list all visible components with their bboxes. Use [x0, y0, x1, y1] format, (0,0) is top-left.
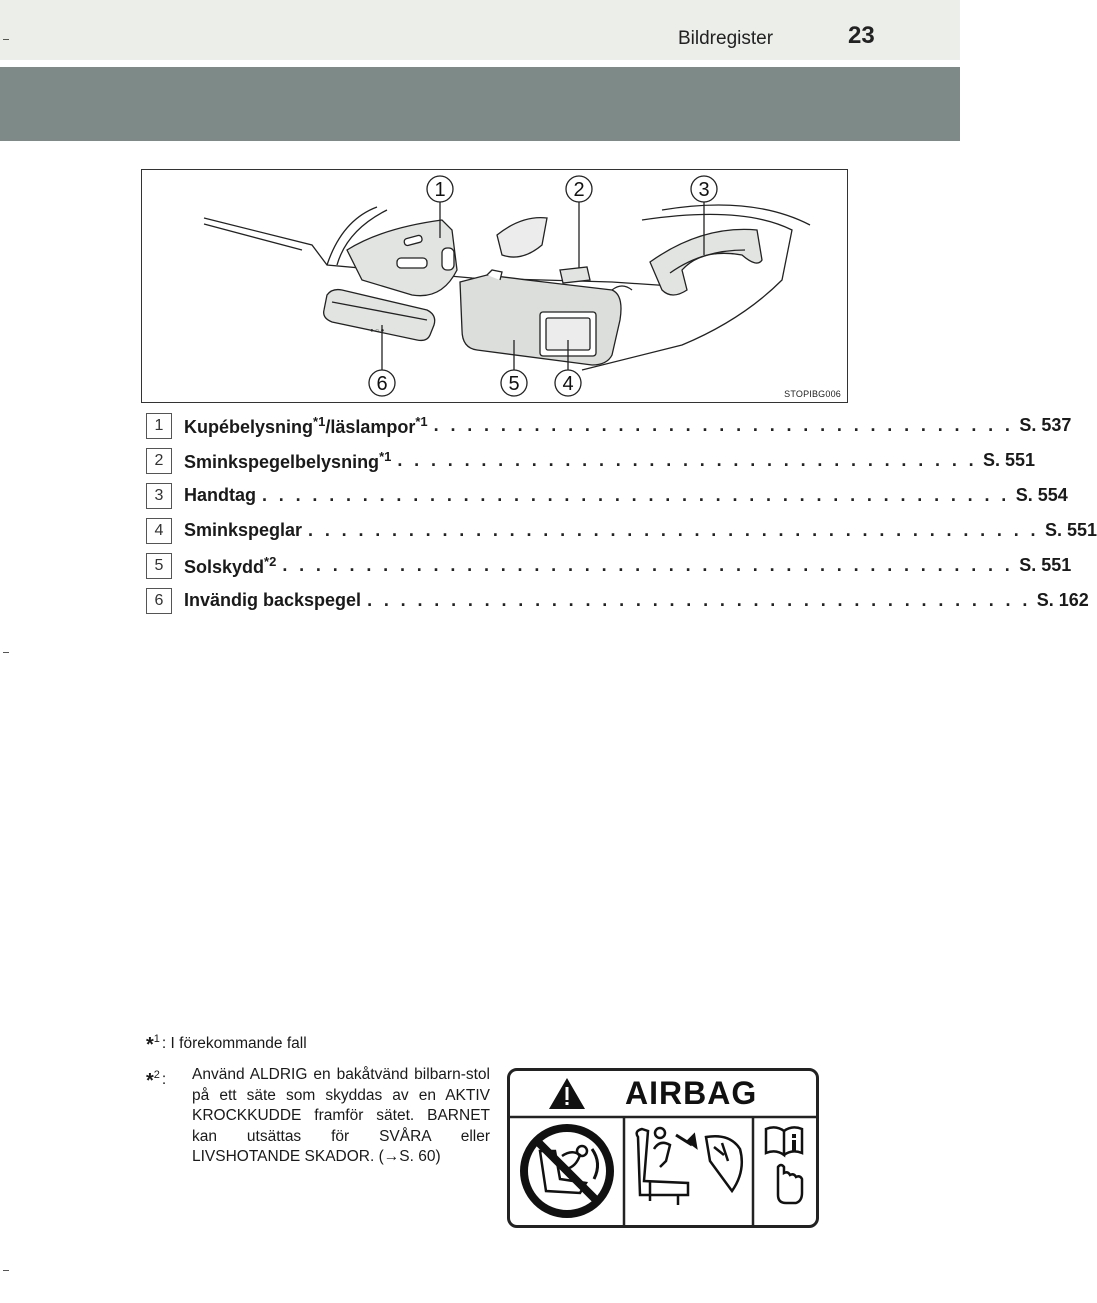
- crop-mark: [3, 652, 9, 653]
- vanity-lamp-shape: [560, 267, 590, 283]
- index-row[interactable]: [146, 478, 1068, 513]
- footnote-text: Använd ALDRIG en bakåtvänd bilbarn-stol på ett säte som skyddas av en AKTIV KROCKKUDDE framför sätet. BARNET kan utsättas för SVÅRA eller LIVSHOTANDE SKADOR. (→S. 60): [192, 1066, 490, 1165]
- footnote-star: *: [146, 1034, 154, 1056]
- callout-number: 3: [698, 179, 710, 201]
- section-bar: [0, 67, 960, 141]
- item-label: Sminkspegelbelysning$^{*1}$: [184, 448, 392, 472]
- index-row[interactable]: [146, 583, 1089, 618]
- item-number: 5: [146, 553, 172, 579]
- callout-number: 6: [376, 373, 388, 395]
- crop-mark: [3, 1270, 9, 1271]
- page-reference[interactable]: S. 537: [1019, 415, 1072, 435]
- callout-3: [691, 176, 717, 202]
- item-number: 2: [146, 448, 172, 474]
- callout-number: 1: [434, 179, 446, 201]
- page-reference[interactable]: S. 162: [1036, 590, 1089, 610]
- page-reference[interactable]: S. 551: [1044, 520, 1097, 540]
- page-header-band: [0, 0, 960, 60]
- item-label: Invändig backspegel: [184, 590, 362, 610]
- item-label: Handtag: [184, 485, 256, 505]
- footnote-mark: 1: [153, 1033, 160, 1045]
- item-number: 6: [146, 588, 172, 614]
- item-label: Sminkspeglar: [184, 520, 303, 540]
- no-rear-facing-child-seat-icon: [524, 1128, 610, 1214]
- index-row[interactable]: [146, 513, 1097, 548]
- dot-leader: . . . . . . . . . . . . . . . . . . . . . . . . . . . . . . . . . . . . . . . . . . . .: [308, 520, 1039, 540]
- footnote-1: [146, 1033, 307, 1057]
- mirror-buttons: ● ○ ●: [370, 328, 385, 334]
- index-row[interactable]: [146, 408, 1072, 443]
- warning-triangle-icon: [549, 1078, 585, 1109]
- footnote-mark: 2: [153, 1069, 160, 1081]
- callout-4: [555, 370, 581, 396]
- dot-leader: . . . . . . . . . . . . . . . . . . . . . . . . . . . . . . . . . . . . . . . . . . . .: [282, 555, 1014, 575]
- index-row[interactable]: [146, 548, 1072, 583]
- callout-number: 5: [508, 373, 520, 395]
- dot-leader: . . . . . . . . . . . . . . . . . . . . . . . . . . . . . . . . . . .: [397, 450, 978, 470]
- page-reference[interactable]: S. 551: [983, 450, 1036, 470]
- dot-leader: . . . . . . . . . . . . . . . . . . . . . . . . . . . . . . . . . . . . . . . .: [367, 590, 1031, 610]
- callout-number: 2: [573, 179, 585, 201]
- item-number: 1: [146, 413, 172, 439]
- footnote-colon: :: [161, 1071, 167, 1088]
- callout-6: [369, 370, 395, 396]
- footnote-2: [146, 1065, 490, 1168]
- read-manual-icon: [766, 1127, 802, 1203]
- item-label: Kupébelysning$^{*1}$/läslampor$^{*1}$: [184, 413, 428, 437]
- airbag-deploy-icon: [637, 1128, 742, 1205]
- callout-1: [427, 176, 453, 202]
- page-number: 23: [848, 22, 875, 49]
- callout-5: [501, 370, 527, 396]
- index-row[interactable]: [146, 443, 1036, 478]
- page-reference[interactable]: S. 551: [1019, 555, 1072, 575]
- footnote-star: *: [146, 1070, 154, 1092]
- index-list: [146, 408, 1097, 618]
- airbag-warning-label: [507, 1068, 819, 1228]
- crop-mark: [3, 39, 9, 40]
- headliner-illustration: [141, 169, 848, 403]
- headliner-drawing: [142, 170, 849, 404]
- header-title: Bildregister: [678, 28, 774, 49]
- figure-code: STOPIBG006: [784, 389, 841, 399]
- item-number: 3: [146, 483, 172, 509]
- grab-handle-shape: [650, 229, 762, 295]
- dot-leader: . . . . . . . . . . . . . . . . . . . . . . . . . . . . . . . . . . . . . . . . . . . . .: [262, 485, 1010, 505]
- page-reference[interactable]: S. 554: [1015, 485, 1068, 505]
- airbag-title: AIRBAG: [625, 1075, 758, 1111]
- callout-2: [566, 176, 592, 202]
- item-label: Solskydd$^{*2}$: [184, 553, 277, 577]
- item-number: 4: [146, 518, 172, 544]
- callout-number: 4: [562, 373, 574, 395]
- dot-leader: . . . . . . . . . . . . . . . . . . . . . . . . . . . . . . . . . . .: [433, 415, 1014, 435]
- footnote-text: : I förekommande fall: [161, 1035, 307, 1052]
